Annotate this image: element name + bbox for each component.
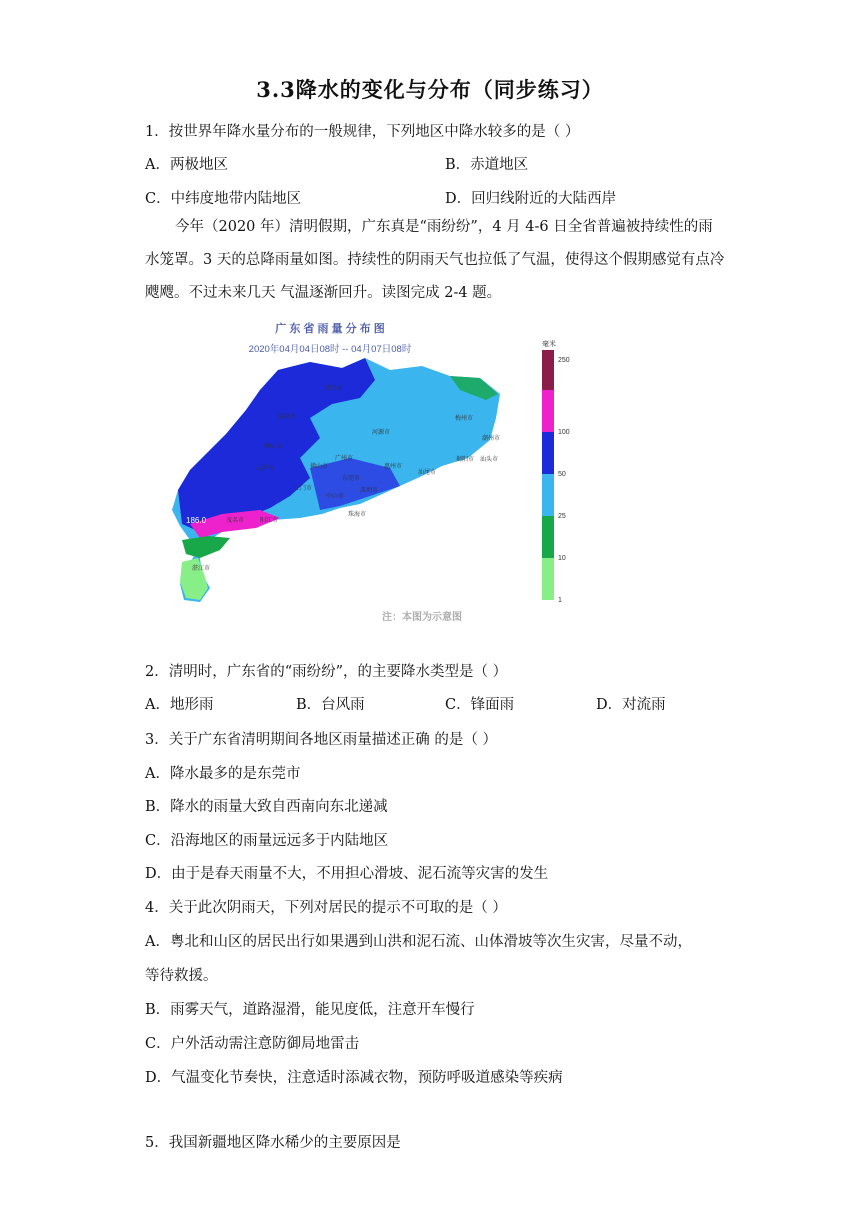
legend-label: 10 — [558, 555, 566, 562]
legend-label: 1 — [558, 597, 562, 604]
city-label: 韶关市 — [325, 386, 344, 392]
legend-label: 100 — [558, 429, 570, 436]
q3-option-b: B．降水的雨量大致自西南向东北递减 — [145, 799, 388, 815]
legend-swatch — [542, 432, 554, 474]
rain-zone-25-south — [182, 536, 230, 558]
q1-option-c: C．中纬度地带内陆地区 — [145, 191, 302, 207]
max-rainfall-label: 186.0 — [186, 516, 207, 525]
rainfall-map — [160, 318, 580, 630]
city-label: 阳江市 — [260, 518, 279, 524]
q4-option-d: D．气温变化节奏快，注意适时添减衣物，预防呼吸道感染等疾病 — [145, 1070, 563, 1086]
q4-option-c: C．户外活动需注意防御局地雷击 — [145, 1036, 360, 1052]
legend-unit: 毫米 — [542, 341, 556, 348]
city-label: 肇庆市 — [264, 444, 283, 450]
q4-option-b: B．雨雾天气，道路湿滑，能见度低，注意开车慢行 — [145, 1002, 475, 1018]
city-label: 云浮市 — [256, 466, 275, 472]
q1-option-b: B．赤道地区 — [445, 157, 529, 173]
city-label: 广州市 — [335, 456, 354, 462]
q4-option-a: A．粤北和山区的居民出行如果遇到山洪和泥石流、山体滑坡等次生灾害，尽量不动， — [145, 934, 692, 950]
city-label: 潮州市 — [482, 436, 501, 442]
city-label: 深圳市 — [360, 488, 379, 494]
legend-swatch — [542, 474, 554, 516]
city-label: 惠州市 — [384, 464, 403, 470]
q2-option-a: A．地形雨 — [145, 697, 214, 713]
city-label: 湛江市 — [192, 566, 211, 572]
page-title: 3.3降水的变化与分布（同步练习） — [256, 77, 604, 102]
question-1-stem: 1．按世界年降水量分布的一般规律，下列地区中降水较多的是（ ） — [145, 124, 580, 140]
city-label: 清远市 — [278, 414, 297, 420]
q2-option-d: D．对流雨 — [596, 697, 666, 713]
map-legend — [542, 339, 570, 604]
question-4-stem: 4．关于此次阴雨天，下列对居民的提示不可取的是（ ） — [145, 900, 507, 916]
q1-option-a: A．两极地区 — [145, 157, 228, 173]
city-label: 佛山市 — [310, 464, 329, 470]
city-label: 汕尾市 — [418, 470, 437, 476]
legend-swatch — [542, 350, 554, 390]
q3-option-a: A．降水最多的是东莞市 — [145, 766, 301, 782]
map-note: 注：本图为示意图 — [382, 612, 462, 623]
q4-option-a-cont: 等待救援。 — [145, 968, 218, 984]
q1-option-d: D．回归线附近的大陆西岸 — [445, 191, 617, 207]
passage-text: 今年（2020 年）清明假期，广东真是“雨纷纷”，4 月 4-6 日全省普遍被持续性的雨水笼罩。3 天的总降雨量如图。持续性的阴雨天气也拉低了气温，使得这个假期感觉有点冷飕飕。不过未来几天 气温逐渐回升。读图完成 2-4 题。 — [145, 219, 725, 301]
city-label: 揭阳市 — [456, 457, 475, 463]
city-label: 中山市 — [326, 494, 345, 500]
legend-swatch — [542, 558, 554, 600]
city-label: 河源市 — [372, 430, 391, 436]
question-5-stem: 5．我国新疆地区降水稀少的主要原因是 — [145, 1135, 401, 1151]
q2-option-c: C．锋面雨 — [445, 697, 515, 713]
question-3-stem: 3．关于广东省清明期间各地区雨量描述正确 的是（ ） — [145, 732, 497, 748]
map-title: 广 东 省 雨 量 分 布 图 — [275, 323, 385, 335]
q3-option-c: C．沿海地区的雨量远远多于内陆地区 — [145, 833, 389, 849]
question-2-stem: 2．清明时，广东省的“雨纷纷”，的主要降水类型是（ ） — [145, 664, 508, 680]
legend-swatch — [542, 516, 554, 558]
reading-passage — [145, 211, 725, 310]
legend-label: 50 — [558, 471, 566, 478]
legend-swatch — [542, 390, 554, 432]
q2-option-b: B．台风雨 — [296, 697, 365, 713]
city-label: 汕头市 — [480, 457, 499, 463]
city-label: 东莞市 — [342, 476, 361, 482]
legend-label: 250 — [558, 357, 570, 364]
q3-option-d: D．由于是春天雨量不大，不用担心滑坡、泥石流等灾害的发生 — [145, 866, 549, 882]
city-label: 梅州市 — [455, 416, 474, 422]
legend-label: 25 — [558, 513, 566, 520]
city-label: 珠海市 — [348, 512, 367, 518]
city-label: 江门市 — [294, 486, 313, 492]
city-label: 茂名市 — [226, 518, 245, 524]
map-subtitle: 2020年04月04日08时 -- 04月07日08时 — [248, 344, 412, 355]
